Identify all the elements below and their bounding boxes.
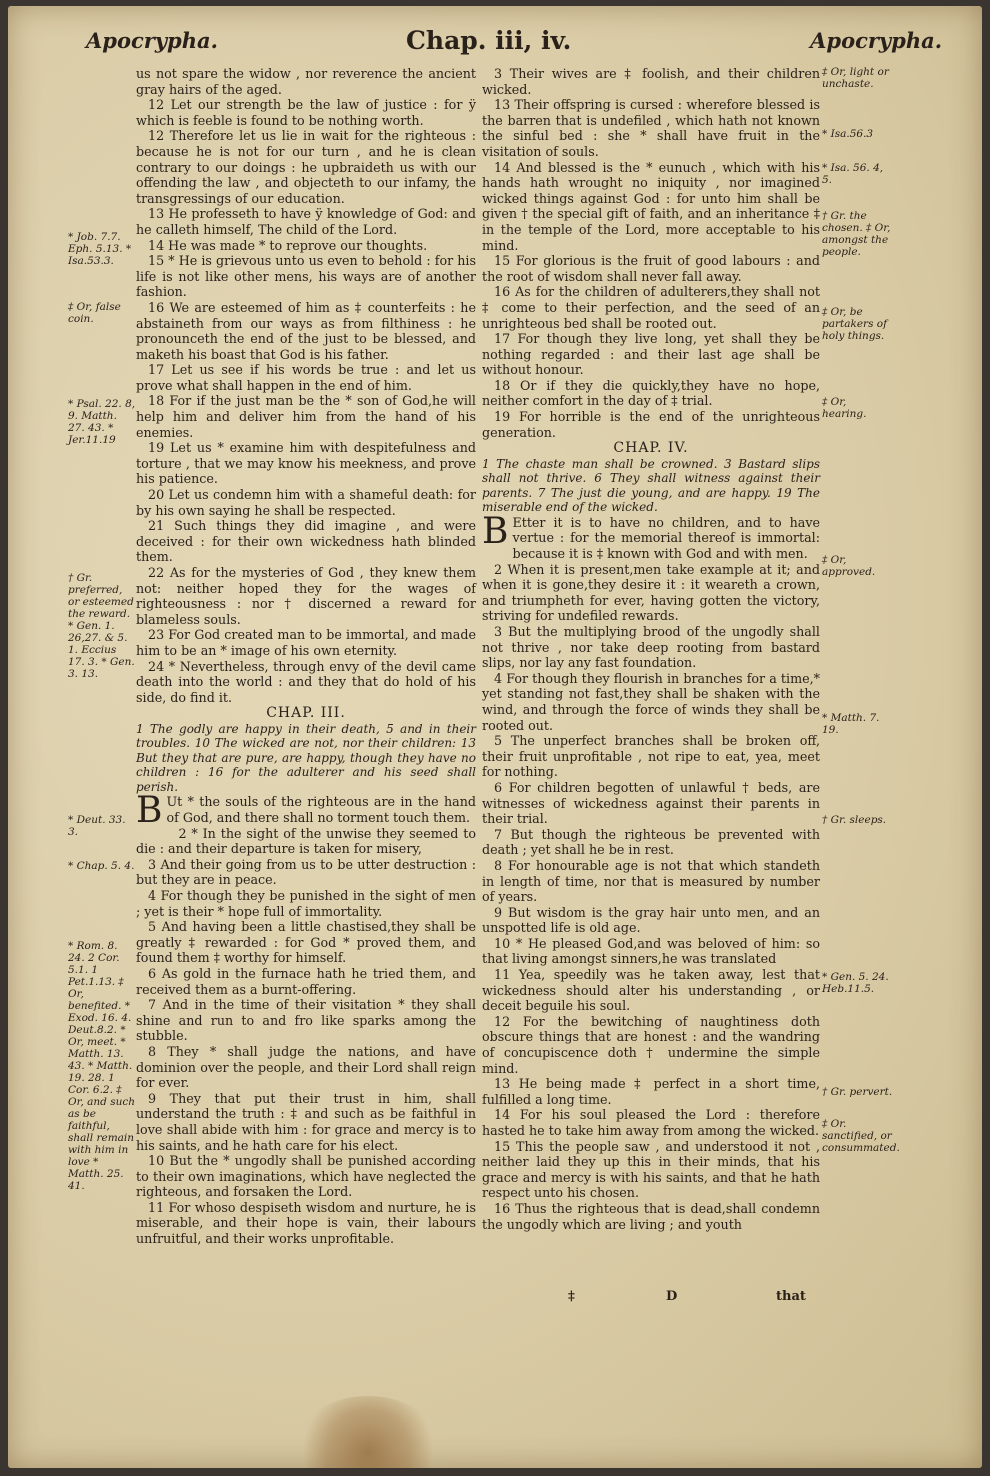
chapter-4-first-verse: [482, 510, 820, 562]
verse: 7 And in the time of their visitation * they shall shine and run to and fro like sparks among the stubble.: [136, 997, 476, 1044]
verse: 12 Therefore let us lie in wait for the righteous : because he is not for our turn , and he is clean contrary to our doings : he upbraideth us with our offending the law , and objecteth to our infamy, the transgressings of our education.: [136, 128, 476, 206]
verse: 13 He professeth to have ÿ knowledge of God: and he calleth himself, The child of the Lord.: [136, 206, 476, 237]
verse: 5 The unperfect branches shall be broken off, their fruit unprofitable , not ripe to eat, yea, meet for nothing.: [482, 733, 820, 780]
verse: 6 As gold in the furnace hath he tried them, and received them as a burnt-offering.: [136, 965, 476, 997]
right-column: [482, 66, 820, 1232]
verse: 8 For honourable age is not that which standeth in length of time, nor that is measured by number of years.: [482, 857, 820, 905]
header-left: Apocrypha.: [86, 28, 218, 53]
header-right: Apocrypha.: [810, 28, 942, 53]
margin-note-left: * Deut. 33. 3.: [68, 814, 126, 838]
drop-cap: B: [136, 790, 163, 832]
verse: 11 For whoso despiseth wisdom and nurture, he is miserable, and their hope is vain, their labours unfruitful, and their works unprofitable.: [136, 1199, 476, 1247]
verse: 20 Let us condemn him with a shameful death: for by his own saying he shall be respected.: [136, 487, 476, 518]
chapter-4-summary: 1 The chaste man shall be crowned. 3 Bastard slips shall not thrive. 6 They shall witness against their parents. 7 The just die young, and are happy. 19 The miserable end of the wicked.: [482, 456, 820, 515]
verse: 2 * In the sight of the unwise they seemed to die : and their departure is taken for misery,: [136, 825, 476, 857]
verse: 10 But the * ungodly shall be punished according to their own imaginations, which have neglected the righteous, and forsaken the Lord.: [136, 1153, 476, 1200]
verse: 3 But the multiplying brood of the ungodly shall not thrive , nor take deep rooting from bastard slips, nor lay any fast foundation.: [482, 624, 820, 671]
verse: 11 Yea, speedily was he taken away, lest that wickedness should alter his understanding , or deceit beguile his soul.: [482, 967, 820, 1014]
verse: 12 For the bewitching of naughtiness doth obscure things that are honest : and the wandring of concupiscence doth † undermine the simple mind.: [482, 1013, 820, 1076]
margin-note-right: * Gen. 5. 24. Heb.11.5.: [822, 971, 889, 995]
verse: 12 Let our strength be the law of justice : for ÿ which is feeble is found to be nothing worth.: [136, 97, 476, 128]
chapter-3-title: CHAP. III.: [266, 705, 346, 722]
verse: 16 As for the children of adulterers,they shall not ‡ come to their perfection, and the seed of an unrighteous bed shall be rooted out.: [482, 284, 820, 331]
margin-note-left: ‡ Or, false coin.: [68, 301, 121, 325]
chapter-4-title: CHAP. IV.: [613, 440, 689, 457]
margin-note-left: * Psal. 22. 8, 9. Matth. 27. 43. * Jer.11.19: [68, 398, 136, 446]
verse: 16 We are esteemed of him as ‡ counterfeits : he abstaineth from our ways as from filthiness : he pronounceth the end of the just to be blessed, and maketh his boast that God is his father.: [136, 299, 476, 362]
water-stain: [293, 1396, 443, 1468]
margin-note-right: † Gr. sleeps.: [822, 814, 887, 826]
verse: 14 For his soul pleased the Lord : therefore hasted he to take him away from among the wicked.: [482, 1107, 820, 1138]
verse: 2 When it is present,men take example at it; and when it is gone,they desire it : it weareth a crown, and triumpheth for ever, having gotten the victory, striving for undefiled rewards.: [482, 561, 820, 624]
drop-cap: B: [482, 510, 509, 552]
margin-note-right: † Gr. the chosen. ‡ Or, amongst the people.: [822, 210, 891, 258]
verse: 23 For God created man to be immortal, and made him to be an * image of his own eternity.: [136, 627, 476, 658]
verse: 4 For though they flourish in branches for a time,* yet standing not fast,they shall be shaken with the wind, and through the force of winds they shall be rooted out.: [482, 670, 820, 733]
verse: 24 * Nevertheless, through envy of the devil came death into the world : and they that do hold of his side, do find it.: [136, 658, 476, 705]
verse: 21 Such things they did imagine , and were deceived : for their own wickedness hath blinded them.: [136, 518, 476, 565]
chapter-3-summary: 1 The godly are happy in their death, 5 and in their troubles. 10 The wicked are not, nor their children: 13 But they that are pure, are happy, though they have no children : 16 for the adulterer and his seed shall perish.: [136, 721, 476, 794]
margin-note-right: ‡ Or, be partakers of holy things.: [822, 306, 888, 342]
signature-mark: D: [666, 1289, 678, 1304]
running-header: [8, 22, 982, 62]
verse: 15 * He is grievous unto us even to behold : for his life is not like other mens, his ways are of another fashion.: [136, 253, 476, 300]
verse: 19 Let us * examine him with despitefulness and torture , that we may know his meekness, and prove his patience.: [136, 440, 476, 487]
margin-note-left: * Rom. 8. 24. 2 Cor. 5.1. 1 Pet.1.13. ‡ Or, benefited. * Exod. 16. 4. Deut.8.2. * Or, meet. * Matth. 13. 43. * Matth. 19. 28. 1 Cor. 6.2. ‡ Or, and such as be faithful, shall remain with him in love * Matth. 25. 41.: [68, 940, 136, 1192]
first-verse-text: Etter it is to have no children, and to have vertue : for the memorial thereof is immortal: because it is ‡ known with God and with men.: [512, 514, 820, 562]
verse: 18 For if the just man be the * son of God,he will help him and deliver him from the hand of his enemies.: [136, 393, 476, 440]
first-verse-text: Ut * the souls of the righteous are in the hand of God, and there shall no torment touch them.: [166, 794, 476, 826]
verse: us not spare the widow , nor reverence the ancient gray hairs of the aged.: [136, 66, 476, 97]
verse: 17 Let us see if his words be true : and let us prove what shall happen in the end of him.: [136, 362, 476, 393]
verse: 9 But wisdom is the gray hair unto men, and an unspotted life is old age.: [482, 904, 820, 936]
margin-note-right: * Isa. 56. 4, 5.: [822, 162, 884, 186]
margin-note-left: * Chap. 5. 4.: [68, 860, 135, 872]
verse: 4 For though they be punished in the sight of men ; yet is their * hope full of immortality.: [136, 888, 476, 919]
margin-note-right: † Gr. pervert.: [822, 1086, 893, 1098]
verse: 16 Thus the righteous that is dead,shall condemn the ungodly which are living ; and youth: [482, 1200, 820, 1232]
verse: 15 This the people saw , and understood it not , neither laid they up this in their minds, that his grace and mercy is with his saints, and that he hath respect unto his chosen.: [482, 1138, 820, 1201]
verse: 17 For though they live long, yet shall they be nothing regarded : and their last age shall be without honour.: [482, 331, 820, 378]
margin-note-right: ‡ Or, approved.: [822, 554, 876, 578]
left-column: [136, 66, 476, 1247]
verse: 13 Their offspring is cursed : wherefore blessed is the barren that is undefiled , which hath not known the sinful bed : she * shall have fruit in the visitation of souls.: [482, 97, 820, 159]
bible-page: [8, 6, 982, 1468]
verse: 14 He was made * to reprove our thoughts.: [148, 237, 428, 253]
margin-note-right: * Matth. 7. 19.: [822, 712, 880, 736]
verse: 7 But though the righteous be prevented with death ; yet shall he be in rest.: [482, 826, 820, 858]
verse: 6 For children begotten of unlawful † beds, are witnesses of wickedness against their parents in their trial.: [482, 779, 820, 827]
verse: 9 They that put their trust in him, shall understand the truth : ‡ and such as be faithful in love shall abide with him : for grace and mercy is to his saints, and he hath care for his elect.: [136, 1090, 476, 1153]
margin-note-left: † Gr. preferred, or esteemed the reward. * Gen. 1. 26,27. & 5. 1. Eccius 17. 3. * Gen. 3. 13.: [68, 572, 135, 680]
margin-note-right: ‡ Or, light or unchaste.: [822, 66, 889, 90]
margin-note-right: ‡ Or. sanctified, or consummated.: [822, 1118, 900, 1154]
verse: 19 For horrible is the end of the unrighteous generation.: [482, 409, 820, 440]
verse: 8 They * shall judge the nations, and have dominion over the people, and their Lord shall reign for ever.: [136, 1043, 476, 1091]
verse: 14 And blessed is the * eunuch , which with his hands hath wrought no iniquity , nor imagined wicked things against God : for unto him shall be given † the special gift of faith, and an inheritance ‡ in the temple of the Lord, more acceptable to his mind.: [482, 159, 820, 253]
header-center: Chap. iii, iv.: [406, 26, 572, 55]
verse: 22 As for the mysteries of God , they knew them not: neither hoped they for the wages of righteousness : nor † discerned a reward for blameless souls.: [136, 565, 476, 627]
footer-mark: ‡: [568, 1289, 575, 1304]
margin-note-right: ‡ Or, hearing.: [822, 396, 867, 420]
verse: 18 Or if they die quickly,they have no hope, neither comfort in the day of ‡ trial.: [482, 377, 820, 409]
chapter-3-first-verse: [136, 790, 476, 832]
verse: 15 For glorious is the fruit of good labours : and the root of wisdom shall never fall away.: [482, 253, 820, 284]
verse: 3 Their wives are ‡ foolish, and their children wicked.: [482, 66, 820, 97]
verse: 3 And their going from us to be utter destruction : but they are in peace.: [136, 856, 476, 888]
margin-note-right: * Isa.56.3: [822, 128, 874, 140]
verse: 5 And having been a little chastised,they shall be greatly ‡ rewarded : for God * proved them, and found them ‡ worthy for himself.: [136, 919, 476, 966]
verse: 13 He being made ‡ perfect in a short time, fulfilled a long time.: [482, 1076, 820, 1107]
verse: 10 * He pleased God,and was beloved of him: so that living amongst sinners,he was translated: [482, 935, 820, 967]
margin-note-left: * Job. 7.7. Eph. 5.13. * Isa.53.3.: [68, 231, 132, 267]
catchword: that: [776, 1289, 806, 1304]
